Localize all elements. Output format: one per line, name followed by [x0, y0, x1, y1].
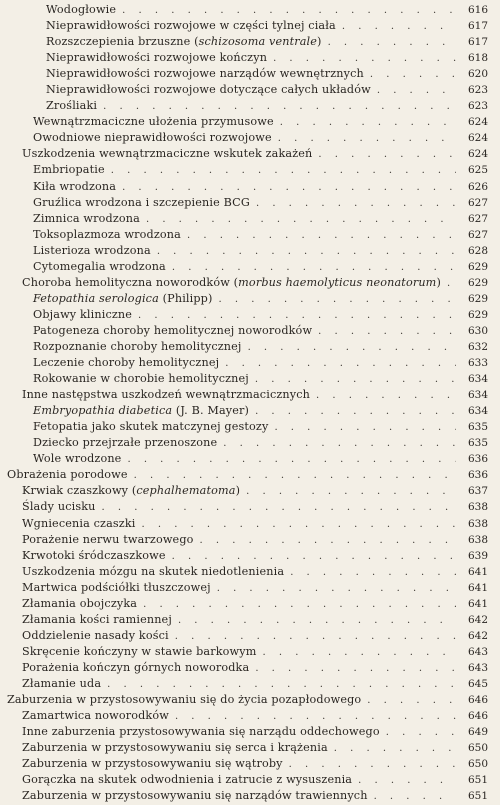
- toc-entry-page: 632: [467, 340, 488, 353]
- toc-entry-page: 636: [467, 453, 488, 466]
- dot-leader: [386, 725, 456, 741]
- toc-entry-title: Gruźlica wrodzona i szczepienie BCG: [33, 195, 250, 209]
- toc-entry-page: 634: [467, 405, 488, 418]
- dot-leader: [225, 356, 456, 372]
- toc-entry-title: Inne zaburzenia przystosowywania się narządu oddechowego: [22, 725, 380, 739]
- dot-leader: [316, 388, 456, 404]
- dot-leader: [255, 372, 456, 388]
- toc-entry-page: 627: [467, 212, 488, 225]
- dot-leader: [157, 244, 456, 260]
- toc-entry-title: Nieprawidłowości rozwojowe dotyczące całych układów: [46, 83, 371, 97]
- toc-entry: [0, 146, 500, 162]
- toc-entry-page: 649: [467, 726, 488, 739]
- toc-entry: [0, 692, 500, 708]
- dot-leader: [102, 500, 456, 516]
- toc-entry-title: Fetopathia serologica (Philipp): [33, 291, 213, 305]
- toc-entry-title: Kiła wrodzona: [33, 179, 117, 193]
- toc-entry: [0, 162, 500, 178]
- toc-entry: [0, 371, 500, 387]
- dot-leader: [278, 131, 456, 147]
- toc-entry-title: Rozszczepienia brzuszne (schizosoma ventrale): [46, 35, 322, 49]
- dot-leader: [318, 147, 456, 163]
- toc-entry-page: 650: [467, 742, 488, 755]
- dot-leader: [141, 517, 456, 533]
- dot-leader: [111, 163, 456, 179]
- toc-entry: [0, 130, 500, 146]
- toc-entry-page: 636: [467, 469, 488, 482]
- toc-entry-title: Martwica podściółki tłuszczowej: [22, 580, 211, 594]
- toc-entry-page: 627: [467, 196, 488, 209]
- dot-leader: [187, 228, 456, 244]
- dot-leader: [122, 180, 456, 196]
- toc-entry: [0, 564, 500, 580]
- toc-entry-page: 645: [467, 677, 488, 690]
- toc-entry-page: 634: [467, 373, 488, 386]
- dot-leader: [273, 51, 456, 67]
- toc-entry-page: 650: [467, 758, 488, 771]
- toc-entry-page: 635: [467, 437, 488, 450]
- toc-entry-page: 628: [467, 244, 488, 257]
- dot-leader: [248, 340, 456, 356]
- toc-entry: [0, 756, 500, 772]
- toc-entry-page: 623: [467, 84, 488, 97]
- toc-entry-title: Rokowanie w chorobie hemolitycznej: [33, 372, 249, 386]
- toc-entry-page: 637: [467, 485, 488, 498]
- toc-entry: [0, 628, 500, 644]
- toc-entry-title: Porażenie nerwu twarzowego: [22, 532, 194, 546]
- toc-entry-title: Złamania kości ramiennej: [22, 612, 172, 626]
- toc-entry-title: Patogeneza choroby hemolitycznej noworodków: [33, 323, 313, 337]
- toc-entry-page: 630: [467, 324, 488, 337]
- toc-entry: [0, 772, 500, 788]
- toc-entry-title: Cytomegalia wrodzona: [33, 259, 166, 273]
- toc-entry: [0, 243, 500, 259]
- toc-entry-title: Toksoplazmoza wrodzona: [33, 227, 181, 241]
- toc-entry: [0, 179, 500, 195]
- toc-entry-title: Nieprawidłowości rozwojowe narządów wewnętrznych: [46, 67, 364, 81]
- toc-entry-page: 638: [467, 501, 488, 514]
- dot-leader: [172, 549, 456, 565]
- toc-entry-page: 629: [467, 308, 488, 321]
- toc-entry: [0, 467, 500, 483]
- dot-leader: [290, 565, 456, 581]
- dot-leader: [280, 115, 456, 131]
- toc-entry-title: Zaburzenia w przystosowywaniu się do życia pozapłodowego: [7, 693, 362, 707]
- toc-entry: [0, 275, 500, 291]
- toc-entry-page: 624: [467, 116, 488, 129]
- dot-leader: [122, 3, 456, 19]
- toc-entry-title: Fetopatia jako skutek matczynej gestozy: [33, 420, 269, 434]
- toc-entry-page: 646: [467, 710, 488, 723]
- dot-leader: [172, 260, 456, 276]
- toc-entry-page: 641: [467, 597, 488, 610]
- toc-entry-title: Oddzielenie nasady kości: [22, 628, 169, 642]
- toc-entry-title: Wewnątrzmaciczne ułożenia przymusowe: [33, 115, 274, 129]
- toc-entry: [0, 2, 500, 18]
- toc-entry: [0, 82, 500, 98]
- toc-entry-page: 651: [467, 790, 488, 803]
- toc-entry-page: 641: [467, 581, 488, 594]
- toc-entry-title: Nieprawidłowości rozwojowe kończyn: [46, 51, 268, 65]
- toc-entry-page: 651: [467, 774, 488, 787]
- toc-entry: [0, 403, 500, 419]
- toc-entry-title: Choroba hemolityczna noworodków (morbus haemolyticus neonatorum): [22, 275, 441, 289]
- toc-entry: [0, 323, 500, 339]
- toc-entry-title: Porażenia kończyn górnych noworodka: [22, 660, 250, 674]
- dot-leader: [219, 292, 456, 308]
- toc-entry-page: 639: [467, 549, 488, 562]
- toc-entry: [0, 596, 500, 612]
- toc-entry: [0, 50, 500, 66]
- dot-leader: [447, 276, 456, 292]
- toc-entry-page: 638: [467, 517, 488, 530]
- toc-entry-page: 624: [467, 148, 488, 161]
- toc-entry: [0, 660, 500, 676]
- toc-entry: [0, 211, 500, 227]
- toc-entry: [0, 532, 500, 548]
- toc-entry-title: Zaburzenia w przystosowywaniu się wątroby: [22, 757, 283, 771]
- dot-leader: [342, 19, 456, 35]
- dot-leader: [367, 693, 456, 709]
- toc-entry-page: 617: [467, 20, 488, 33]
- toc-entry: [0, 18, 500, 34]
- toc-entry-title: Ślady ucisku: [22, 500, 96, 514]
- toc-entry-title: Złamanie uda: [22, 676, 102, 690]
- toc-entry-page: 618: [467, 52, 488, 65]
- toc-entry-title: Wgniecenia czaszki: [22, 516, 136, 530]
- toc-entry: [0, 34, 500, 50]
- toc-entry-title: Embriopatie: [33, 163, 105, 177]
- toc-entry: [0, 66, 500, 82]
- toc-entry: [0, 355, 500, 371]
- toc-entry: [0, 339, 500, 355]
- toc-entry-title: Krwotoki śródczaszkowe: [22, 548, 166, 562]
- toc-entry-title: Dziecko przejrzałe przenoszone: [33, 436, 218, 450]
- toc-entry-title: Owodniowe nieprawidłowości rozwojowe: [33, 131, 272, 145]
- toc-entry-title: Zaburzenia w przystosowywaniu się serca i krążenia: [22, 741, 328, 755]
- toc-entry: [0, 516, 500, 532]
- toc-entry-page: 643: [467, 661, 488, 674]
- toc-entry: [0, 259, 500, 275]
- toc-entry: [0, 788, 500, 804]
- toc-entry-title: Leczenie choroby hemolitycznej: [33, 356, 220, 370]
- toc-entry-title: Objawy kliniczne: [33, 307, 133, 321]
- dot-leader: [143, 597, 456, 613]
- toc-entry-page: 646: [467, 694, 488, 707]
- toc-entry-title: Embryopathia diabetica (J. B. Mayer): [33, 404, 250, 418]
- dot-leader: [217, 581, 456, 597]
- toc-entry: [0, 291, 500, 307]
- toc-entry: [0, 387, 500, 403]
- toc-entry: [0, 435, 500, 451]
- toc-entry-title: Złamania obojczyka: [22, 596, 138, 610]
- toc-entry-page: 641: [467, 565, 488, 578]
- dot-leader: [255, 661, 456, 677]
- dot-leader: [178, 613, 456, 629]
- toc-entry: [0, 580, 500, 596]
- toc-entry-page: 627: [467, 228, 488, 241]
- toc-entry-page: 634: [467, 389, 488, 402]
- dot-leader: [328, 35, 456, 51]
- toc-entry-title: Zaburzenia w przystosowywaniu się narządów trawiennych: [22, 789, 368, 803]
- toc-entry: [0, 644, 500, 660]
- toc-entry: [0, 419, 500, 435]
- dot-leader: [289, 757, 456, 773]
- dot-leader: [374, 789, 456, 805]
- dot-leader: [223, 436, 456, 452]
- toc-entry-page: 625: [467, 164, 488, 177]
- toc-entry-page: 635: [467, 421, 488, 434]
- toc-entry: [0, 98, 500, 114]
- toc-entry-title: Rozpoznanie choroby hemolitycznej: [33, 339, 242, 353]
- dot-leader: [175, 709, 456, 725]
- dot-leader: [127, 452, 456, 468]
- toc-entry-page: 626: [467, 180, 488, 193]
- toc-entry-page: 623: [467, 100, 488, 113]
- toc-entry-page: 642: [467, 629, 488, 642]
- toc-entry: [0, 708, 500, 724]
- toc-entry-title: Listerioza wrodzona: [33, 243, 151, 257]
- dot-leader: [146, 212, 456, 228]
- toc-entry: [0, 195, 500, 211]
- toc-entry-title: Wodogłowie: [46, 3, 117, 16]
- toc-entry: [0, 227, 500, 243]
- toc-entry: [0, 114, 500, 130]
- toc-entry-title: Skręcenie kończyny w stawie barkowym: [22, 644, 257, 658]
- dot-leader: [246, 484, 456, 500]
- toc-entry: [0, 499, 500, 515]
- dot-leader: [377, 83, 456, 99]
- toc-entry: [0, 676, 500, 692]
- dot-leader: [334, 741, 456, 757]
- toc-entry-page: 633: [467, 357, 488, 370]
- toc-entry-title: Zimnica wrodzona: [33, 211, 140, 225]
- toc-entry: [0, 548, 500, 564]
- toc-entry-page: 638: [467, 533, 488, 546]
- dot-leader: [138, 308, 456, 324]
- toc-entry-title: Gorączka na skutek odwodnienia i zatrucie z wysuszenia: [22, 773, 353, 787]
- dot-leader: [175, 629, 456, 645]
- toc-entry-page: 617: [467, 36, 488, 49]
- dot-leader: [263, 645, 456, 661]
- dot-leader: [370, 67, 456, 83]
- toc-entry-page: 629: [467, 260, 488, 273]
- dot-leader: [200, 533, 456, 549]
- toc-entry: [0, 612, 500, 628]
- dot-leader: [134, 468, 456, 484]
- toc-entry-page: 629: [467, 276, 488, 289]
- toc-entry-title: Obrażenia porodowe: [7, 468, 128, 482]
- toc-entry-title: Uszkodzenia mózgu na skutek niedotlenienia: [22, 564, 285, 578]
- toc-entry-title: Zamartwica noworodków: [22, 709, 169, 723]
- dot-leader: [274, 420, 456, 436]
- toc-entry-page: 620: [467, 68, 488, 81]
- toc-entry: [0, 307, 500, 323]
- toc-entry-page: 629: [467, 292, 488, 305]
- dot-leader: [318, 324, 456, 340]
- toc-entry: [0, 740, 500, 756]
- toc-entry-title: Nieprawidłowości rozwojowe w części tylnej ciała: [46, 19, 336, 33]
- toc-entry-title: Uszkodzenia wewnątrzmaciczne wskutek zakażeń: [22, 147, 313, 161]
- toc-entry-title: Zrośliaki: [46, 99, 98, 113]
- dot-leader: [256, 196, 456, 212]
- dot-leader: [358, 773, 456, 789]
- toc-entry-title: Wole wrodzone: [33, 452, 122, 466]
- dot-leader: [103, 99, 456, 115]
- toc-entry-page: 643: [467, 645, 488, 658]
- dot-leader: [255, 404, 456, 420]
- dot-leader: [107, 677, 456, 693]
- toc-entry-title: Krwiak czaszkowy (cephalhematoma): [22, 484, 241, 498]
- toc-entry-title: Inne następstwa uszkodzeń wewnątrzmacicznych: [22, 388, 310, 402]
- toc-entry-page: 624: [467, 132, 488, 145]
- toc-entry: [0, 483, 500, 499]
- toc-entry-page: 616: [467, 4, 488, 16]
- toc-entry: [0, 451, 500, 467]
- toc-entry-page: 642: [467, 613, 488, 626]
